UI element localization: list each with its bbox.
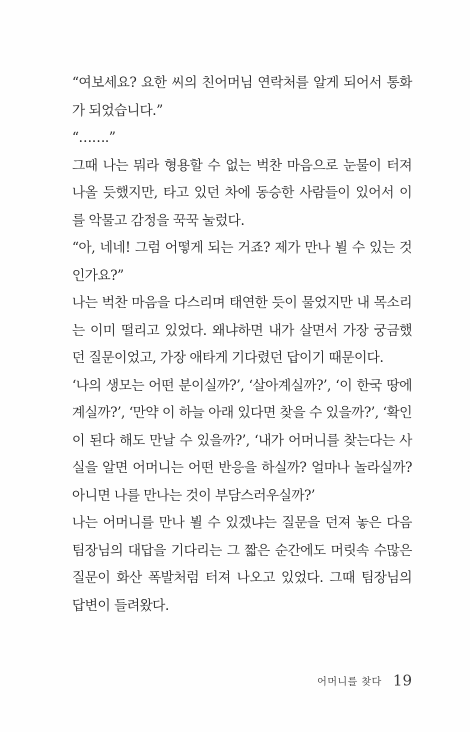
- paragraph: 나는 벅찬 마음을 다스리며 태연한 듯이 물었지만 내 목소리는 이미 떨리고 있었다. 왜냐하면 내가 살면서 가장 궁금했던 질문이었고, 가장 애타게 기다렸던 답이기 때문이다.: [72, 295, 412, 366]
- paragraph: 나는 어머니를 만나 뵐 수 있겠냐는 질문을 던져 놓은 다음 팀장님의 대답을 기다리는 그 짧은 순간에도 머릿속 수많은 질문이 화산 폭발처럼 터져 나오고 있었다. 그때 팀장님의 답변이 들려왔다.: [72, 515, 412, 614]
- paragraph: 그때 나는 뭐라 형용할 수 없는 벅찬 마음으로 눈물이 터져 나올 듯했지만, 타고 있던 차에 동승한 사람들이 있어서 이를 악물고 감정을 꾹꾹 눌렀다.: [72, 157, 412, 229]
- paragraph: “…….”: [72, 130, 116, 146]
- body-text: [72, 70, 412, 620]
- running-title: 어머니를 찾다: [317, 677, 382, 688]
- paragraph: “아, 네네! 그럼 어떻게 되는 거죠? 제가 만나 뵐 수 있는 것인가요?”: [72, 240, 412, 284]
- paragraph: “여보세요? 요한 씨의 친어머님 연락처를 알게 되어서 통화가 되었습니다.”: [72, 75, 412, 119]
- page-footer: [317, 670, 412, 690]
- page-number: 19: [392, 671, 412, 690]
- paragraph: ‘나의 생모는 어떤 분이실까?’, ‘살아계실까?’, ‘이 한국 땅에 계실까?’, ‘만약 이 하늘 아래 있다면 찾을 수 있을까?’, ‘확인이 된다 해도 만날 수 있을까?’, ‘내가 어머니를 찾는다는 사실을 알면 어머니는 어떤 반응을 하실까? 얼마나 놀라실까? 아니면 나를 만나는 것이 부담스러우실까?’: [72, 377, 412, 504]
